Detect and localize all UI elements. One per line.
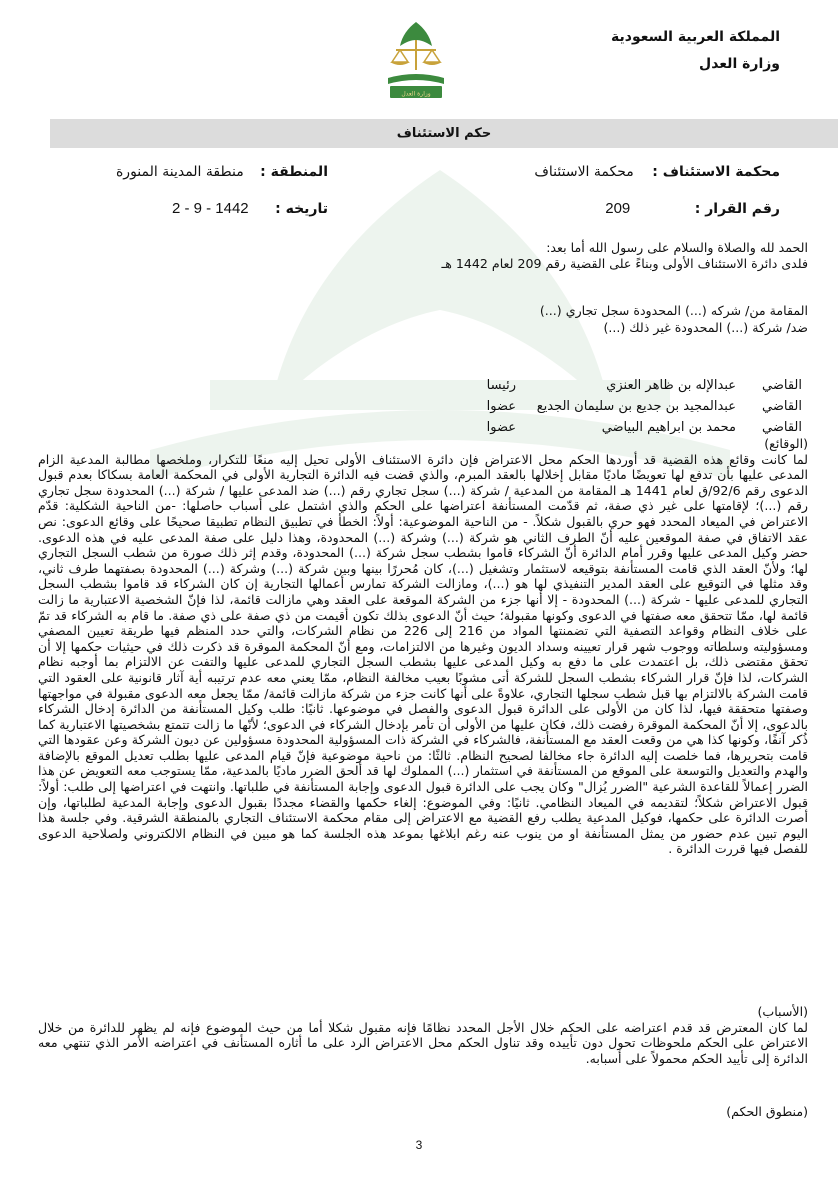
- greeting-line: الحمد لله والصلاة والسلام على رسول الله أما بعد:: [546, 240, 808, 255]
- decision-field: [605, 200, 780, 217]
- region-field: [116, 164, 328, 180]
- judge-name: عبدالمجيد بن جديع بن سليمان الجديع: [536, 399, 736, 414]
- reasons-heading: (الأسباب): [757, 1004, 808, 1019]
- date-field: [172, 200, 328, 217]
- header-block: [611, 24, 780, 78]
- decision-label: رقم القرار :: [694, 201, 780, 217]
- ministry-name: وزارة العدل: [699, 56, 780, 72]
- facts-section: [38, 436, 808, 857]
- judge-row: [302, 375, 802, 396]
- defendant-line: ضد/ شركة (...) المحدودة غير ذلك (...): [603, 320, 808, 335]
- court-value: محكمة الاستئناف: [534, 164, 634, 180]
- document-title: حكم الاستئناف: [50, 119, 838, 148]
- judges-panel: [302, 375, 802, 438]
- parties-block: [38, 302, 808, 336]
- judge-role: عضوا: [486, 399, 516, 414]
- ministry-of-justice-logo: [380, 18, 452, 100]
- page-number: 3: [415, 1138, 423, 1152]
- verdict-heading: (منطوق الحكم): [726, 1104, 808, 1119]
- reasons-section: [38, 1004, 808, 1066]
- reasons-paragraph: لما كان المعترض قد قدم اعتراضه على الحكم خلال الأجل المحدد نظامًا فإنه مقبول شكلا أما من حيث الموضوع فإنه لم يظهر للدائرة من خلال الاعتراض على الحكم ملحوظات تحول دون تأييده وقد تناول الحكم محل الاعتراض الرد على ما أثاره المستأنف في اعتراضه الأمر الذي تنتهي معه الدائرة إلى تأييد الحكم محمولاً على أسبابه.: [38, 1019, 808, 1066]
- decision-number: 209: [605, 200, 631, 217]
- judge-name: محمد بن ابراهيم البياضي: [601, 420, 736, 435]
- judge-row: [302, 417, 802, 438]
- date-value: 2 - 9 - 1442: [171, 200, 249, 217]
- judge-title: القاضي: [762, 420, 802, 435]
- court-label: محكمة الاستئناف :: [652, 164, 780, 180]
- region-label: المنطقة :: [260, 164, 328, 180]
- logo-lettering: وزارة العدل: [401, 90, 431, 98]
- facts-paragraph: لما كانت وقائع هذه القضية قد أوردها الحكم محل الاعتراض فإن دائرة الاستئناف الأولى تحيل إليه منعًا للتكرار، وملخصها مطالبة المدعية الزام المدعى عليها بأن تدفع لها تعويضًا ماديًا مقابل إخلالها بالعقد المبرم، والذي قضت فيه الدائرة التجارية الأولى في المحكمة العامة بسكاكا بعدم قبول الدعوى رقم 92/6/ق لعام 1441 هـ المقامة من المدعية / شركة (...) سجل تجاري رقم (...) ضد المدعى عليها / شركة (...) المحدودة سجل تجاري رقم (...)؛ لإقامتها على غير ذي صفة، ثم قدّمت المستأنفة اعتراضها على الحكم والذي اشتمل على أسباب حاصلها: -من الناحية الشكلية: قدّم الاعتراض في الميعاد المحدد فهو حري بالقبول شكلاً. - من الناحية الموضوعية: أولاً: الخطأ في تطبيق النظام تطبيقا صحيحًا على وقائع الدعوى: نص عقد الاتفاق في صفة الموقعين عليه أنّ الطرف الثاني هو شركة (...) وشركة (...) المحدودة، وهذا دليل على صفة المدعى عليه في هذه الدعوى. حضر وكيل المدعى عليها وقرر أمام الدائرة أنّ الشركاء قاموا بشطب سجل شركة (...) المحدودة، وقدم إثر ذلك صورة من شطب السجل التجاري لها؛ ولأنّ العقد الذي قامت المستأنفة بتوقيعه لاستثمار وتشغيل (...)، كان مُحررًا بينها وبين شركة (...) وشركة (...) المحدودة بصفتهما طرف ثاني، وقد مثلها في التوقيع على العقد المدير التنفيذي لها هو (...)، ومازالت الشركة تمارس أعمالها التجارية إن كان الشركاء قد قاموا بشطب السجل التجاري للمدعى عليها - شركة (...) المحدودة - إلا أنها جزء من الشركة الموقعة على العقد وهي مازالت قائمة، لذا فإنّ الشخصية الاعتبارية ما زالت قائمة لها، ممّا تتحقق معه صفتها في الدعوى وكونها مقبولة؛ حيث أنّ الدعوى بذلك تكون أقيمت من ذي صفة على ذي صفة. ما قام به الشركاء قد تمّ على خلاف النظام وقواعد التصفية التي تضمنتها المواد من 216 إلى 226 من نظام الشركات، والتي حدد المنظم فيها طريقة تعيين المصفي ومسؤوليته وسلطاته ووجوب شهر قرار تعيينه وسداد الديون وغيرها من الالتزامات، ومع أنّ المحكمة الموقرة قد ذكرت ذلك في حيثيات حكمها إلا أن تحقق مقتضى ذلك، بل اعتمدت على ما دفع به وكيل المدعى عليها بشطب السجل التجاري للمدعى عليها والتفت عن الالتزام بما أوجبه نظام الشركات، لذا فإنّ قرار الشركاء بشطب السجل للشركة أتى مشوبًا بعيب مخالفة النظام، ممّا يعني معه عدم ترتيبه أية آثار قانونية على العقود التي قامت الشركة بالالتزام بها قبل شطب سجلها التجاري، علاوةً على أنها كانت جزء من شركة مازالت قائمة/ ممّا يجعل معه الدعوى مقبولة في مواجهتها وصفتها متحققة فيها، لذا كان من الأولى على الدائرة قبول الدعوى والفصل في موضوعها. ثانيًا: طلب وكيل المستأنفة من الدائرة إدخال الشركاء بالدعوى، إلا أنّ المحكمة الموقرة رفضت ذلك، فكان عليها من الأولى أن تأمر بإدخال الشركاء في الدعوى؛ لأنّها ما زالت تتمتع بشخصيتها الاعتبارية كما ذُكر آنفًا، وكونها كذا هي من وقعت العقد مع المستأنفة، فالشركاء في الشركة ذات المسؤولية المحدودة مسؤولين عن ديون الشركة وعن عقودها التي قامت بتحريرها، فما خلصت إليه الدائرة جاء مخالفا لصحيح النظام. ثالثًا: من ناحية موضوعية فإنّ قيام المدعى عليها بطلب تعديل الموقع بالإضافة والهدم والتعديل والتوسعة على الموقع من المستأنفة في استثمار (...) المملوك لها قد ألحق الضرر ماديًا بالمدعية، ممّا يستوجب معه التعويض عن هذا الضرر إعمالاً للقاعدة الشرعية "الضرر يُزال" وكان يجب على الدائرة قبول الدعوى وإجابة المستأنفة في طلباتها. وانتهت في اعتراضها إلى طلب: أولاً: قبول الاعتراض شكلاً؛ لتقديمه في الميعاد النظامي. ثانيًا: وفي الموضوع: إلغاء حكمها والقضاء مجددًا بقبول الدعوى وإجابة المدعية لطلباتها، وإن أصرت الدائرة على حكمها، فوكيل المدعية يطلب رفع القضية مع الاعتراض إلى مقام محكمة الاستئناف التجاري بالمنطقة الشرقية. وفي جلسة هذا اليوم تبين عدم حضور من يمثل المستأنفة او من ينوب عنه رغم ابلاغها بموعد هذه الجلسة كما هو مبين في النظام الالكتروني ولصلاحية الدعوى للفصل فيها قررت الدائرة .: [38, 451, 808, 857]
- case-reference-line: فلدى دائرة الاستئناف الأولى وبناءً على القضية رقم 209 لعام 1442 هـ: [441, 255, 808, 271]
- intro-block: [38, 240, 808, 271]
- region-value: منطقة المدينة المنورة: [115, 164, 244, 180]
- court-field: [534, 164, 780, 180]
- judge-title: القاضي: [762, 378, 802, 393]
- verdict-section: [38, 1104, 808, 1120]
- judge-row: [302, 396, 802, 417]
- facts-heading: (الوقائع): [764, 436, 808, 451]
- date-label: تاريخه :: [275, 201, 328, 217]
- judge-role: عضوا: [486, 420, 516, 435]
- judge-name: عبدالإله بن ظاهر العنزي: [606, 378, 736, 393]
- judge-role: رئيسا: [486, 378, 516, 393]
- judge-title: القاضي: [762, 399, 802, 414]
- kingdom-name: المملكة العربية السعودية: [611, 29, 780, 45]
- plaintiff-line: المقامة من/ شركه (...) المحدودة سجل تجاري (...): [539, 303, 808, 318]
